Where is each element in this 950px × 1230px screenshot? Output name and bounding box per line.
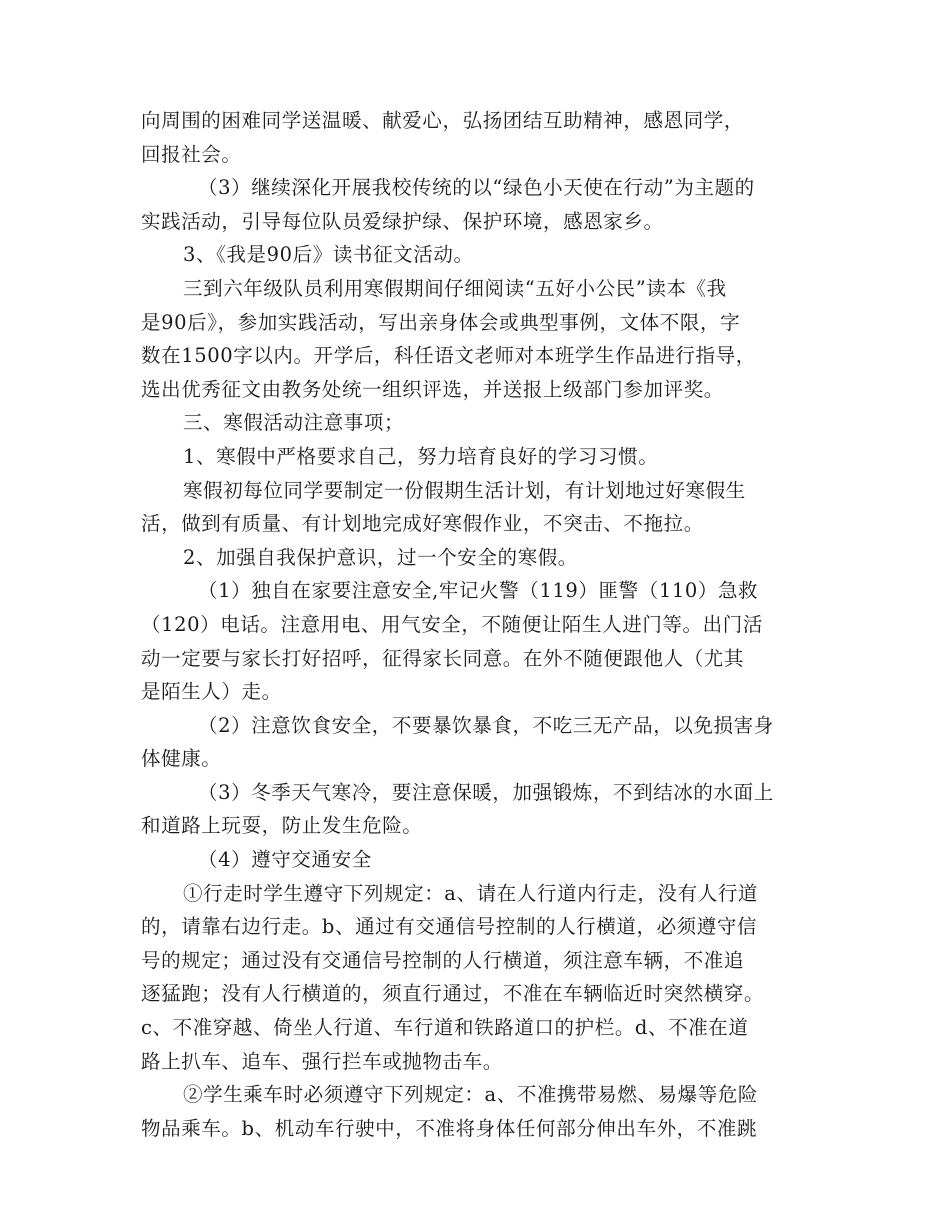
text-line: （120）电话。注意用电、用气安全，不随便让陌生人进门等。出门活 bbox=[141, 612, 763, 636]
text-line: 实践活动，引导每位队员爱绿护绿、保护环境，感恩家乡。 bbox=[141, 209, 664, 233]
text-line: 是90后》，参加实践活动，写出亲身体会或典型事例，文体不限，字 bbox=[141, 310, 741, 334]
text-line: 回报社会。 bbox=[141, 142, 242, 166]
text-line: 向周围的困难同学送温暖、献爱心，弘扬团结互助精神，感恩同学， bbox=[141, 109, 745, 132]
text-line: （4）遵守交通安全 bbox=[198, 848, 372, 872]
text-line: 体健康。 bbox=[141, 747, 222, 771]
text-line: c、不准穿越、倚坐人行道、车行道和铁路道口的护栏。d、不准在道 bbox=[141, 1016, 749, 1040]
text-line: 路上扒车、追车、强行拦车或抛物击车。 bbox=[141, 1049, 503, 1073]
text-line: ②学生乘车时必须遵守下列规定：a、不准携带易燃、易爆等危险 bbox=[183, 1083, 759, 1107]
section-heading: 3、《我是90后》读书征文活动。 bbox=[183, 243, 474, 267]
text-line: （1）独自在家要注意安全,牢记火警（119）匪警（110）急救 bbox=[198, 579, 759, 603]
text-line: 选出优秀征文由教务处统一组织评选，并送报上级部门参加评奖。 bbox=[141, 377, 724, 401]
text-line: 活，做到有质量、有计划地完成好寒假作业，不突击、不拖拉。 bbox=[141, 512, 704, 536]
text-line: 寒假初每位同学要制定一份假期生活计划，有计划地过好寒假生 bbox=[183, 478, 746, 502]
text-line: （3）继续深化开展我校传统的以“绿色小天使在行动”为主题的 bbox=[198, 176, 755, 200]
text-line: （2）注意饮食安全，不要暴饮暴食，不吃三无产品，以免损害身 bbox=[198, 713, 774, 737]
text-line: （3）冬季天气寒冷，要注意保暖，加强锻炼，不到结冰的水面上 bbox=[198, 780, 774, 804]
text-line: 数在1500字以内。开学后，科任语文老师对本班学生作品进行指导， bbox=[141, 344, 756, 368]
text-line: 逐猛跑；没有人行横道的，须直行通过，不准在车辆临近时突然横穿。 bbox=[141, 982, 765, 1006]
text-line: 号的规定；通过没有交通信号控制的人行横道，须注意车辆，不准追 bbox=[141, 948, 745, 972]
section-heading: 1、寒假中严格要求自己，努力培育良好的学习习惯。 bbox=[183, 444, 659, 468]
text-line: 动一定要与家长打好招呼，征得家长同意。在外不随便跟他人（尤其 bbox=[141, 646, 745, 670]
section-heading: 三、寒假活动注意事项； bbox=[183, 411, 405, 435]
text-line: 的，请靠右边行走。b、通过有交通信号控制的人行横道，必须遵守信 bbox=[141, 915, 758, 939]
text-line: ①行走时学生遵守下列规定：a、请在人行道内行走，没有人行道 bbox=[183, 881, 759, 905]
text-line: 是陌生人）走。 bbox=[141, 680, 282, 704]
text-line: 三到六年级队员利用寒假期间仔细阅读“五好小公民”读本《我 bbox=[183, 276, 727, 300]
text-line: 物品乘车。b、机动车行驶中，不准将身体任何部分伸出车外，不准跳 bbox=[141, 1116, 758, 1140]
text-line: 和道路上玩耍，防止发生危险。 bbox=[141, 814, 423, 838]
section-heading: 2、加强自我保护意识，过一个安全的寒假。 bbox=[183, 545, 578, 569]
document-body bbox=[141, 104, 811, 1145]
